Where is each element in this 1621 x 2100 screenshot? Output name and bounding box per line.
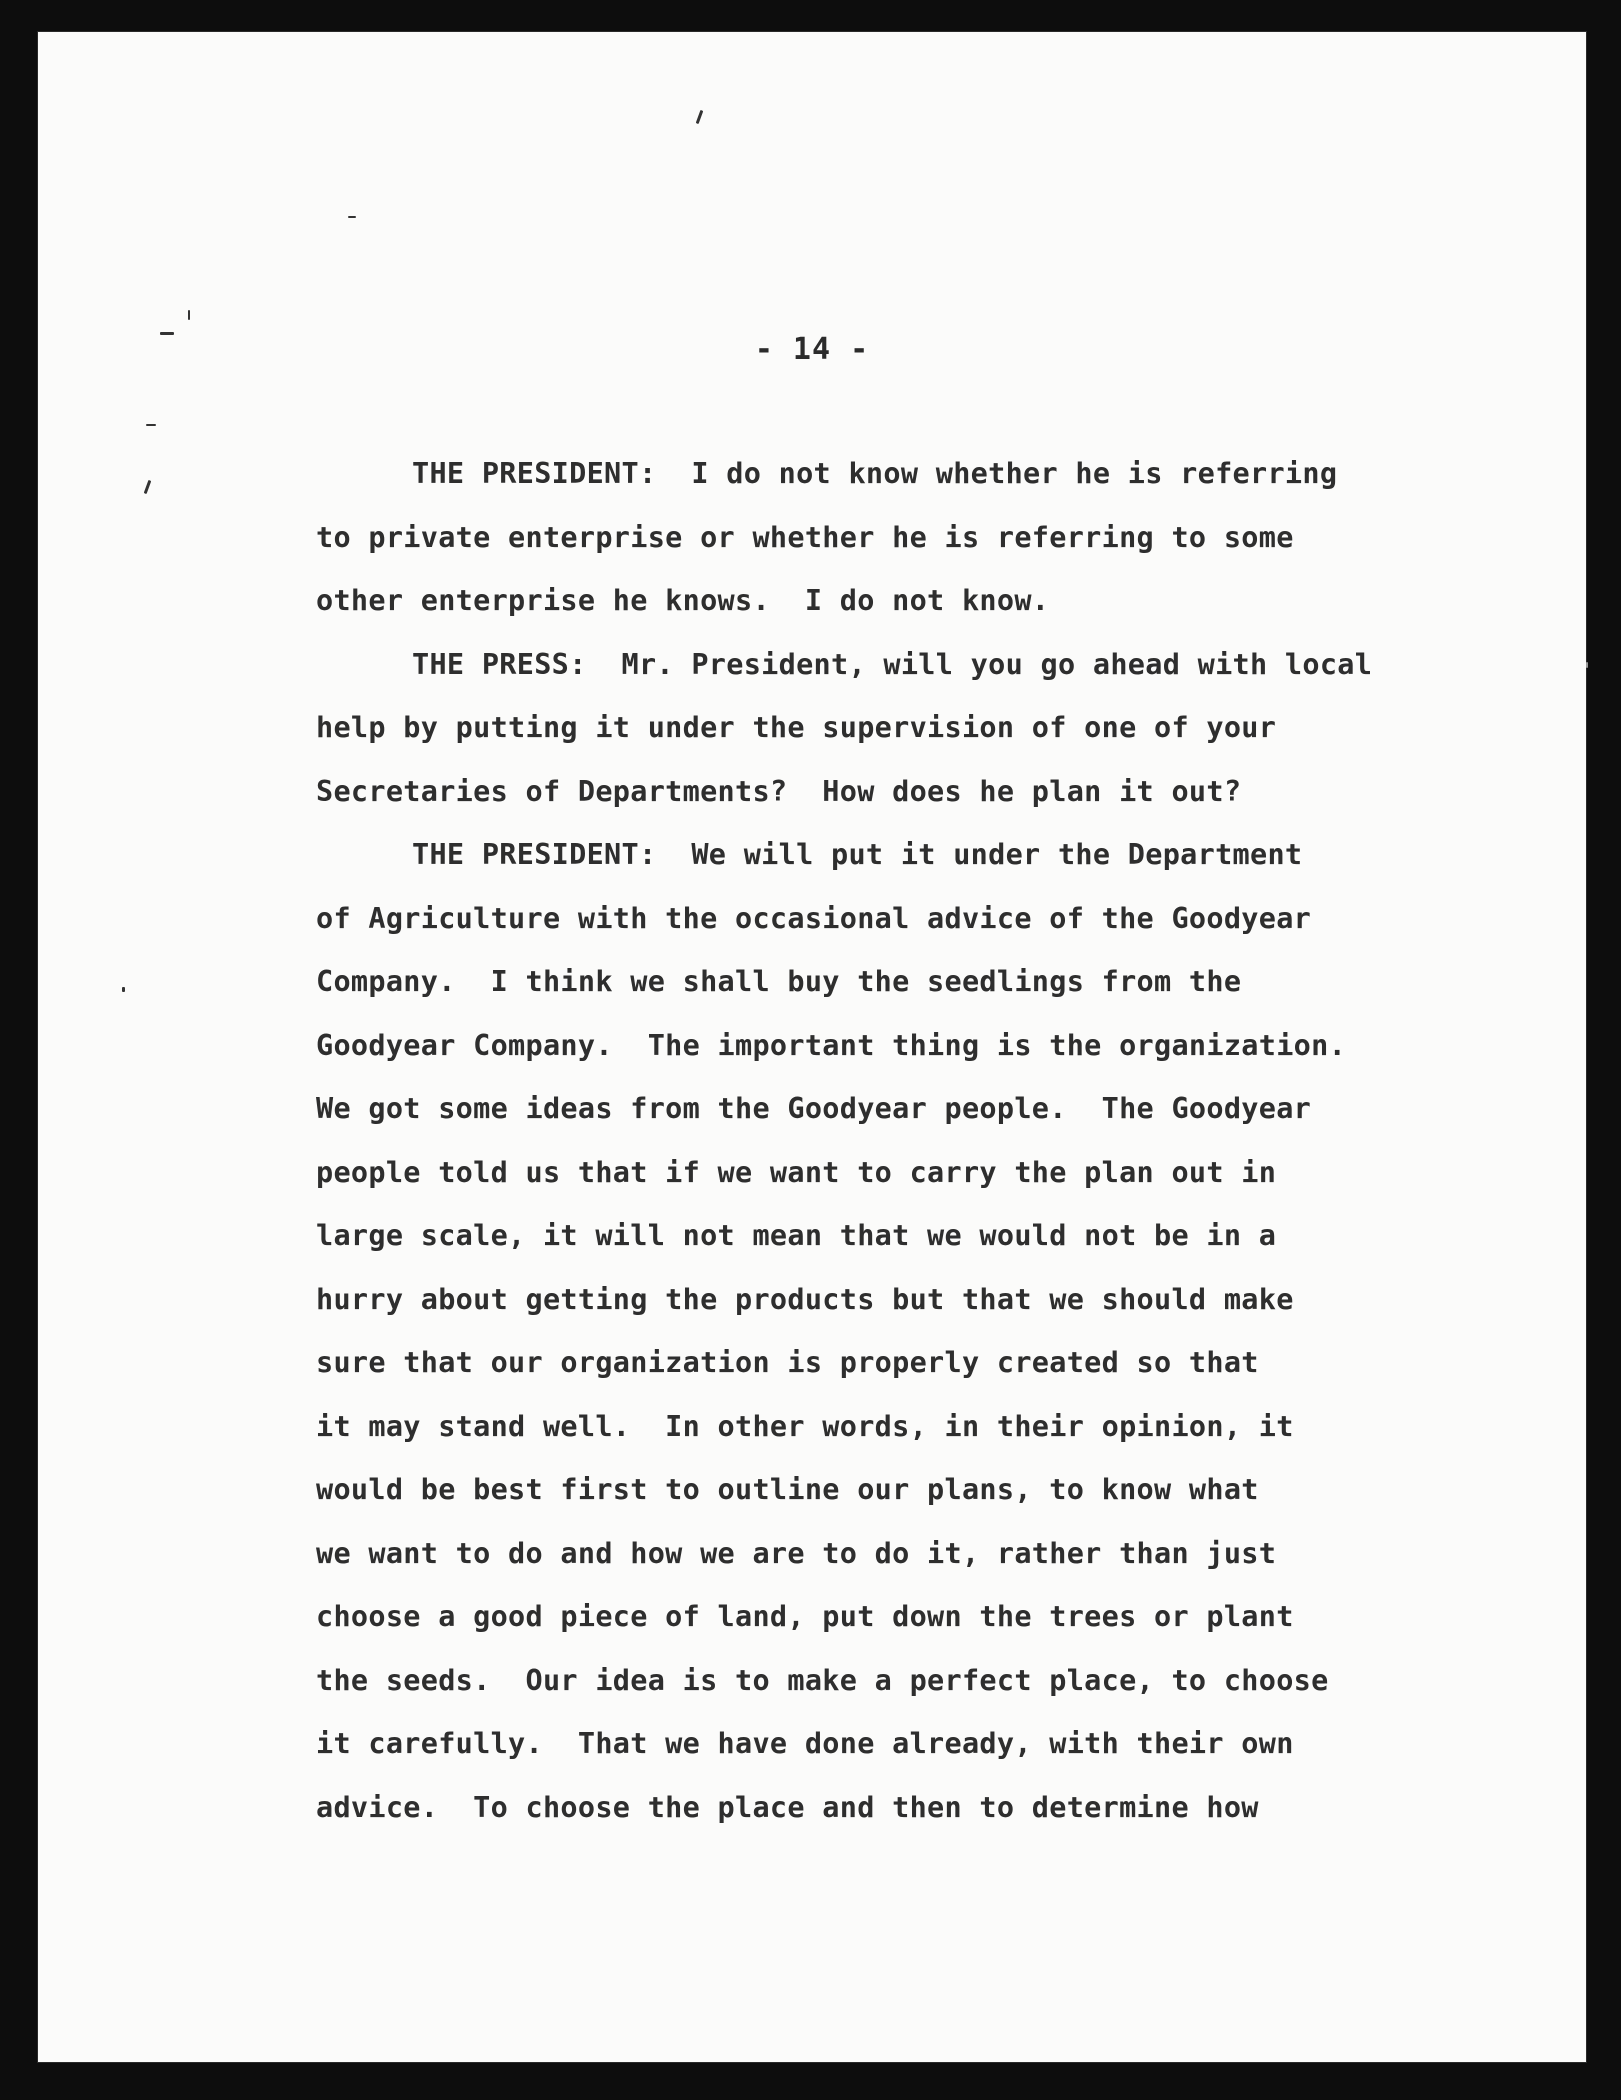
- text-line: Company. I think we shall buy the seedlings from the: [316, 965, 1242, 998]
- scan-speck: [188, 310, 190, 320]
- text-line: large scale, it will not mean that we would not be in a: [316, 1219, 1277, 1252]
- text-line: Secretaries of Departments? How does he plan it out?: [316, 774, 1242, 808]
- transcript-body: [316, 442, 1516, 1839]
- text-line: of Agriculture with the occasional advice of the Goodyear: [316, 901, 1312, 935]
- speaker-line: THE PRESIDENT: We will put it under the Department: [412, 838, 1303, 871]
- page-number: - 14 -: [754, 332, 870, 367]
- text-line: Goodyear Company. The important thing is the organization.: [316, 1028, 1347, 1062]
- text-line: we want to do and how we are to do it, rather than just: [316, 1536, 1277, 1570]
- scan-speck: [696, 110, 704, 124]
- scan-speck: [122, 987, 125, 992]
- text-line: choose a good piece of land, put down the trees or plant: [316, 1600, 1294, 1633]
- text-line: sure that our organization is properly created so that: [316, 1346, 1259, 1379]
- scan-speck: [146, 424, 156, 426]
- document-page: [38, 32, 1586, 2062]
- text-line: other enterprise he knows. I do not know.: [316, 584, 1050, 617]
- scan-speck: [144, 480, 152, 494]
- text-line: would be best first to outline our plans, to know what: [316, 1473, 1259, 1506]
- text-line: advice. To choose the place and then to determine how: [316, 1790, 1259, 1824]
- text-line: We got some ideas from the Goodyear people. The Goodyear: [316, 1092, 1312, 1125]
- text-line: it carefully. That we have done already, with their own: [316, 1727, 1294, 1760]
- scan-speck: [348, 216, 356, 218]
- text-line: to private enterprise or whether he is referring to some: [316, 520, 1294, 554]
- speaker-line: THE PRESIDENT: I do not know whether he is referring: [412, 457, 1338, 490]
- scan-speck: [1586, 662, 1588, 668]
- text-line: help by putting it under the supervision of one of your: [316, 711, 1277, 744]
- text-line: the seeds. Our idea is to make a perfect place, to choose: [316, 1663, 1329, 1697]
- text-line: it may stand well. In other words, in their opinion, it: [316, 1409, 1294, 1443]
- text-line: hurry about getting the products but that we should make: [316, 1282, 1294, 1316]
- text-line: people told us that if we want to carry the plan out in: [316, 1155, 1277, 1189]
- speaker-line: THE PRESS: Mr. President, will you go ahead with local: [412, 647, 1373, 681]
